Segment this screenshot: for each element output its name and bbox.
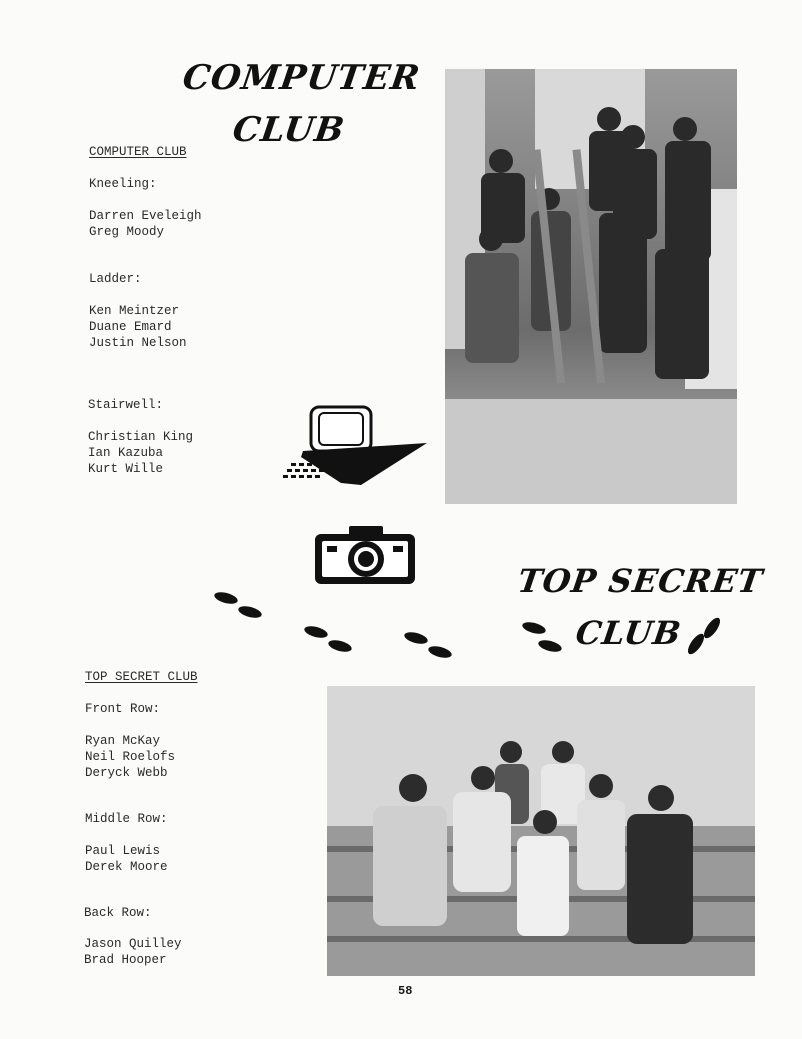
camera-icon <box>313 524 417 586</box>
top-secret-title-line2: CLUB <box>573 614 684 652</box>
name-jason-quilley: Jason Quilley <box>84 937 182 951</box>
name-darren-eveleigh: Darren Eveleigh <box>89 209 202 223</box>
name-ian-kazuba: Ian Kazuba <box>88 446 164 460</box>
top-secret-title-line1: TOP SECRET <box>515 562 766 600</box>
name-brad-hooper: Brad Hooper <box>84 953 167 967</box>
stairwell-label: Stairwell: <box>88 398 164 412</box>
name-ryan-mckay: Ryan McKay <box>85 734 161 748</box>
name-neil-roelofs: Neil Roelofs <box>85 750 176 764</box>
computer-club-title-line1: COMPUTER <box>180 58 423 98</box>
name-derek-moore: Derek Moore <box>85 860 168 874</box>
name-ken-meintzer: Ken Meintzer <box>89 304 180 318</box>
top-secret-club-photo <box>327 686 755 976</box>
name-deryck-webb: Deryck Webb <box>85 766 168 780</box>
front-row-label: Front Row: <box>85 702 161 716</box>
name-greg-moody: Greg Moody <box>89 225 165 239</box>
computer-club-photo <box>445 69 737 504</box>
computer-icon <box>281 403 429 489</box>
name-paul-lewis: Paul Lewis <box>85 844 161 858</box>
top-secret-heading: TOP SECRET CLUB <box>85 670 198 684</box>
name-duane-emard: Duane Emard <box>89 320 172 334</box>
computer-club-title-line2: CLUB <box>230 110 348 150</box>
page-number: 58 <box>398 984 413 998</box>
middle-row-label: Middle Row: <box>85 812 168 826</box>
name-christian-king: Christian King <box>88 430 194 444</box>
kneeling-label: Kneeling: <box>89 177 157 191</box>
name-kurt-wille: Kurt Wille <box>88 462 164 476</box>
name-justin-nelson: Justin Nelson <box>89 336 187 350</box>
back-row-label: Back Row: <box>84 906 152 920</box>
computer-club-heading: COMPUTER CLUB <box>89 145 187 159</box>
ladder-label: Ladder: <box>89 272 142 286</box>
